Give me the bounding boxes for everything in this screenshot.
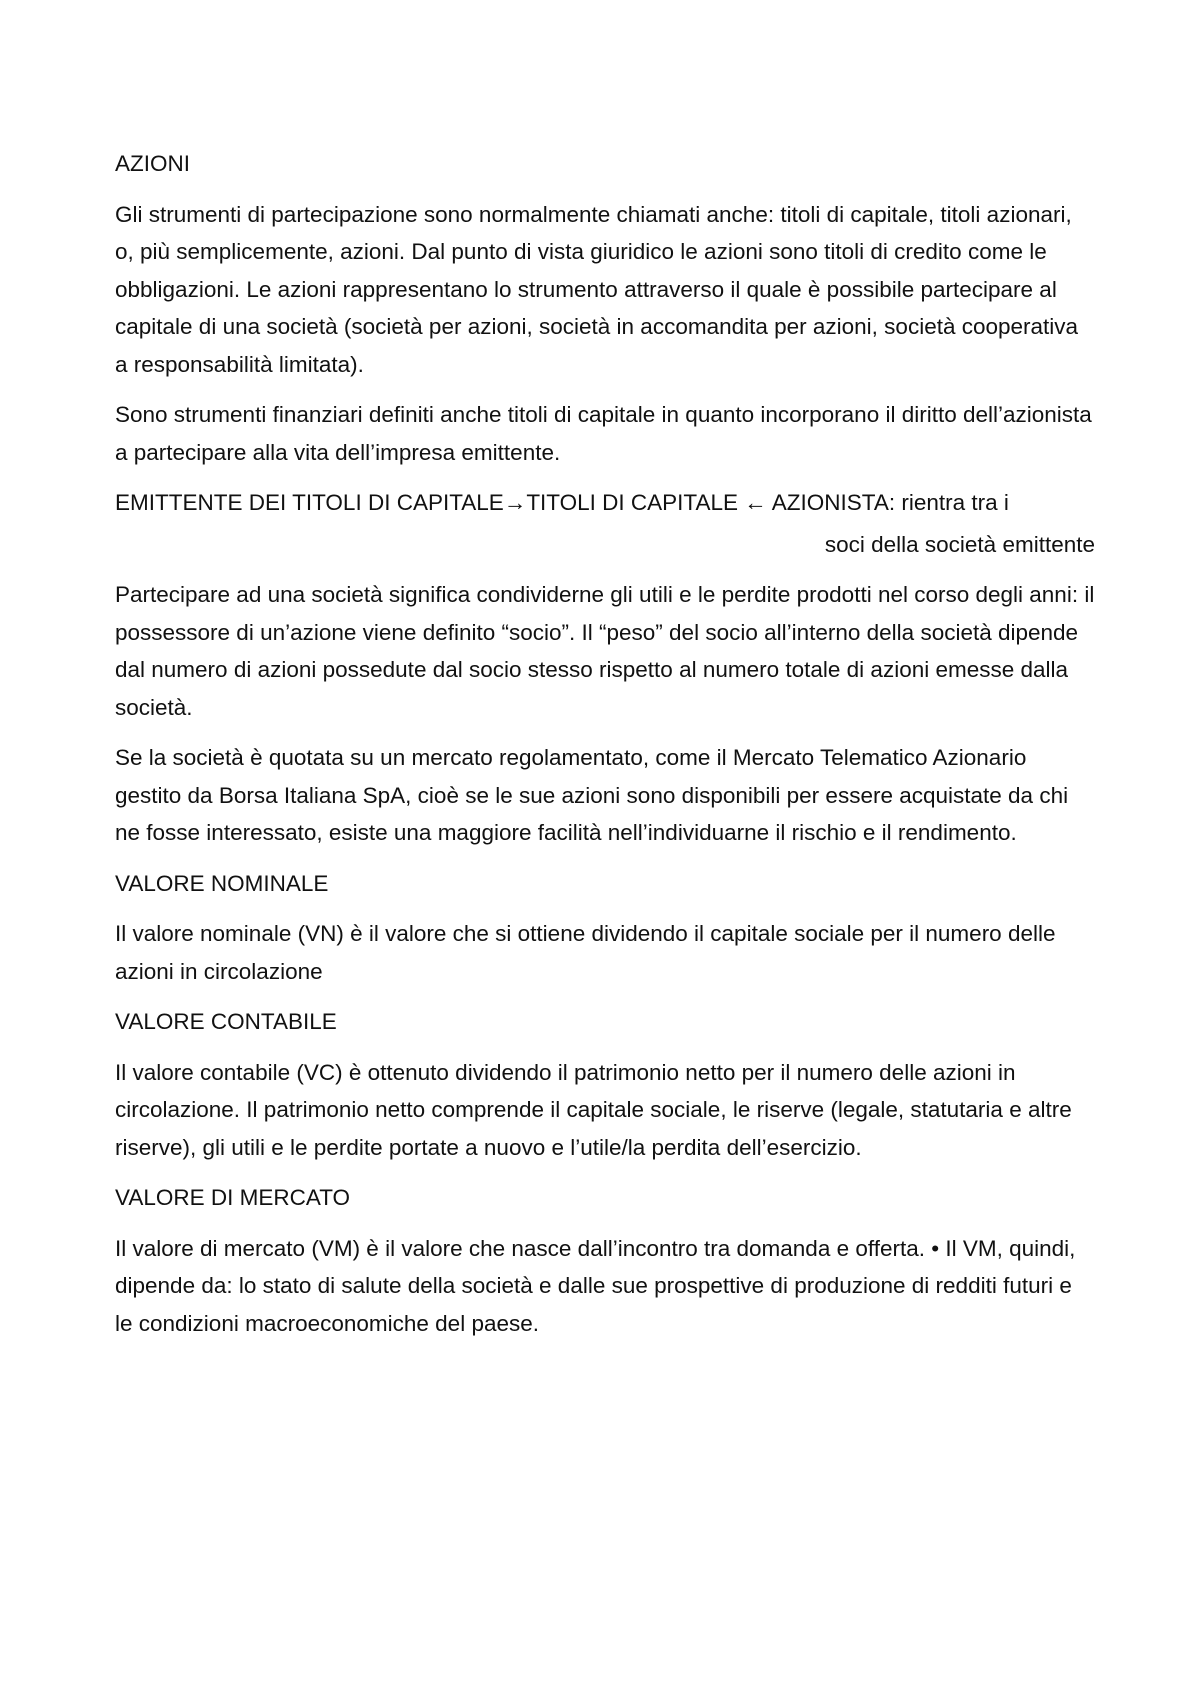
- scheme-line: EMITTENTE DEI TITOLI DI CAPITALE→TITOLI DI CAPITALE ← AZIONISTA: rientra tra i: [115, 490, 1009, 515]
- section-body-valore-contabile: Il valore contabile (VC) è ottenuto dividendo il patrimonio netto per il numero delle azioni in circolazione. Il patrimonio netto comprende il capitale sociale, le riserve (legale, statutaria e altre riserve), gli utili e le perdite portate a nuovo e l’utile/la perdita dell’esercizio.: [115, 1059, 1072, 1160]
- section-heading-valore-di-mercato: VALORE DI MERCATO: [115, 1185, 351, 1210]
- market-paragraph: Se la società è quotata su un mercato regolamentato, come il Mercato Telematico Azionario gestito da Borsa Italiana SpA, cioè se le sue azioni sono disponibili per essere acquistate da chi ne fosse interessato, esiste una maggiore facilità nell’individuarne il rischio e il rendimento.: [115, 745, 1069, 845]
- intro-paragraph: Gli strumenti di partecipazione sono normalmente chiamati anche: titoli di capitale, titoli azionari, o, più semplicemente, azioni. Dal punto di vista giuridico le azioni sono titoli di credito come le obbligazioni. Le azioni rappresentano lo strumento attraverso il quale è possibile partecipare al capitale di una società (società per azioni, società in accomandita per azioni, società cooperativa a responsabilità limitata).: [115, 201, 1079, 377]
- section-heading-valore-contabile: VALORE CONTABILE: [115, 1009, 337, 1034]
- scheme-continuation: soci della società emittente: [824, 531, 1095, 557]
- document-title: AZIONI: [115, 151, 191, 176]
- document-body: [115, 145, 1095, 1355]
- section-body-valore-di-mercato: Il valore di mercato (VM) è il valore che nasce dall’incontro tra domanda e offerta. • Il VM, quindi, dipende da: lo stato di salute della società e dalle sue prospettive di produzione di redditi futuri e le condizioni macroeconomiche del paese.: [115, 1235, 1076, 1336]
- definition-paragraph: Sono strumenti finanziari definiti anche titoli di capitale in quanto incorporano il diritto dell’azionista a partecipare alla vita dell’impresa emittente.: [115, 402, 1092, 465]
- section-body-valore-nominale: Il valore nominale (VN) è il valore che si ottiene dividendo il capitale sociale per il numero delle azioni in circolazione: [115, 921, 1056, 984]
- section-heading-valore-nominale: VALORE NOMINALE: [115, 870, 329, 896]
- participation-paragraph: Partecipare ad una società significa condividerne gli utili e le perdite prodotti nel corso degli anni: il possessore di un’azione viene definito “socio”. Il “peso” del socio all’interno della società dipende dal numero di azioni possedute dal socio stesso rispetto al numero totale di azioni emesse dalla società.: [115, 582, 1095, 720]
